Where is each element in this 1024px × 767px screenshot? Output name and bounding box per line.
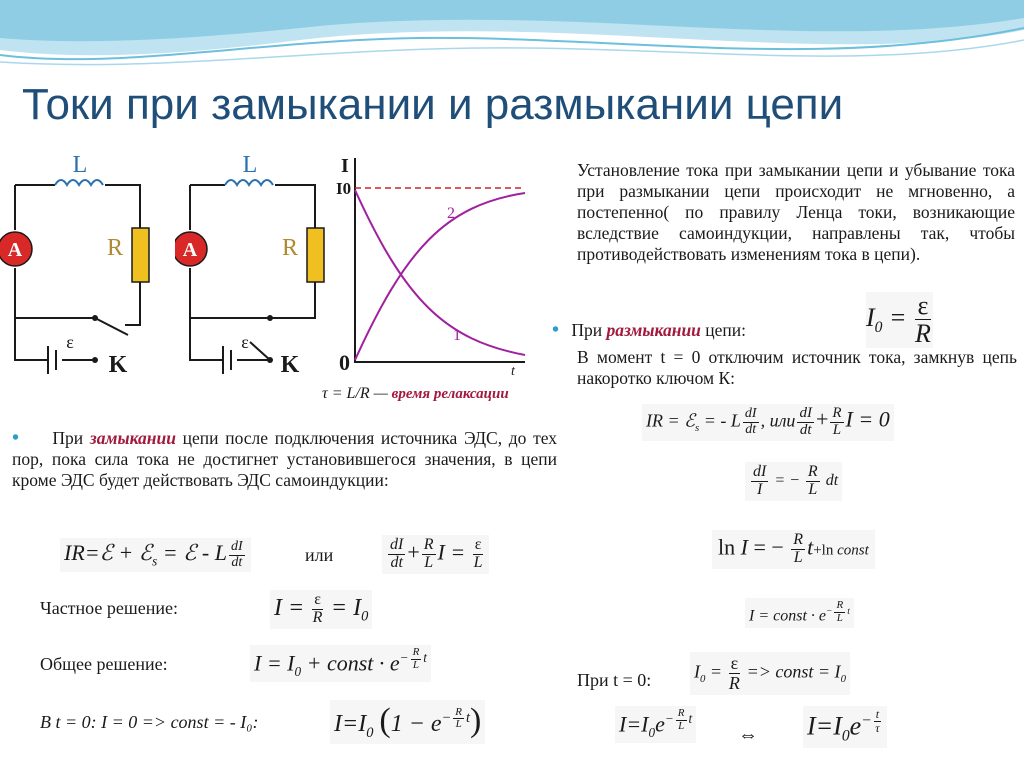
closing-bullet-suffix: цепи после подключения источника ЭДС, до тех пор, пока сила тока не достигнет установившегося значения, в цепи кроме ЭДС будет действовать ЭДС самоиндукции: [12,428,558,490]
inductor-label: L [72,152,88,178]
initial-condition-label: В t = 0: I = 0 => const = - I₀: [40,712,259,732]
formula-decay: $I=I_0e^{- \frac{R}{L} t}$ [615,706,696,743]
emf-label: ε [66,332,74,352]
formula-growth: $I=I_0$ $(1 - e^{- \frac{R}{L} t})$ [330,700,485,744]
right-intro-paragraph: Установление тока при замыкании цепи и убывание тока при размыкании цепи происходит не мгновенно, а постепенно( по правилу Ленца токи, возникающие вследствие самоиндукции, направлены так, чтобы противодействовать изменениям тока в цепи). [577,160,1015,264]
opening-bullet-suffix: цепи: [705,320,747,340]
resistor-label: R [106,235,124,261]
opening-emphasis: размыкании [606,320,701,340]
moment-paragraph: В момент t = 0 отключим источник тока, замкнув цепь накоротко ключом К: [577,347,1017,388]
graph-i0-label: I0 [336,179,352,198]
particular-solution-label: Частное решение: [40,598,178,618]
opening-bullet [552,320,746,341]
circuit-closing-diagram [0,150,175,385]
header-wave-decoration [0,0,1024,90]
closing-bullet-prefix: При [52,428,84,448]
current-time-graph [335,150,535,385]
formula-particular: I = $\frac{\varepsilon}{R}$ = $I_0$ [270,590,372,629]
relaxation-time-text: время релаксации [391,386,509,402]
equivalence-icon: ⇔ [738,724,758,746]
closing-bullet-paragraph [12,428,557,491]
circuit-opening-diagram [175,150,335,385]
slide-title: Токи при замыкании и размыкании цепи [22,80,844,129]
formula-self-induction-sum: IR = ℰ$_s$ = - L $\frac{dI}{dt}$ , или $\frac{dI}{dt}$ + $\frac{R}{L}$ I = 0 [642,404,894,441]
general-solution-label: Общее решение: [40,654,168,674]
curve-2-label: 2 [447,205,455,222]
formula-closing-diff: $\frac{dI}{dt}$ + $\frac{R}{L}$ I = $\frac{\varepsilon}{L}$ [382,535,489,574]
graph-y-label: I [341,155,349,177]
emf-label: ε [241,332,249,352]
formula-closing-emf: IR=ℰ + ℰ$_s$ = ℰ - L $\frac{dI}{dt}$ [60,538,251,572]
resistor-label: R [281,235,299,261]
key-label: K [280,352,300,378]
at-t0-label: При t = 0: [577,670,652,690]
formula-general: $I = I_0$ + const · $e^{- \frac{R}{L} t}$ [250,645,431,682]
bullet-icon: • [12,427,20,449]
formula-i0-epsilon-r: $I_0$ = $\frac{\varepsilon}{R}$ [866,291,931,349]
graph-t-label: t [511,364,515,379]
formula-decay-tau: $I=I_0e^{- \frac{t}{\tau}}$ [803,706,887,748]
inductor-label: L [242,152,258,178]
or-label: или [305,545,334,565]
key-label: K [108,352,128,378]
closing-emphasis: замыкании [89,428,176,448]
relaxation-time-caption [322,385,509,403]
formula-i0-const: $I_0$ = $\frac{\varepsilon}{R}$ => const = $I_0$ [690,652,850,695]
graph-origin-label: 0 [339,350,350,375]
curve-1-label: 1 [453,327,461,344]
bullet-icon: • [552,319,560,341]
tau-formula: τ = L/R — [322,385,388,402]
formula-exp-const: I = const · $e^{- \frac{R}{L} t}$ [745,598,854,628]
formula-separated: $\frac{dI}{I}$ = − $\frac{R}{L}$ dt [745,462,842,501]
ammeter-label: A [7,239,23,261]
opening-bullet-prefix: При [571,320,603,340]
formula-ln: ln I = − $\frac{R}{L}$ t+ln const [712,530,875,569]
ammeter-label: A [182,239,198,261]
